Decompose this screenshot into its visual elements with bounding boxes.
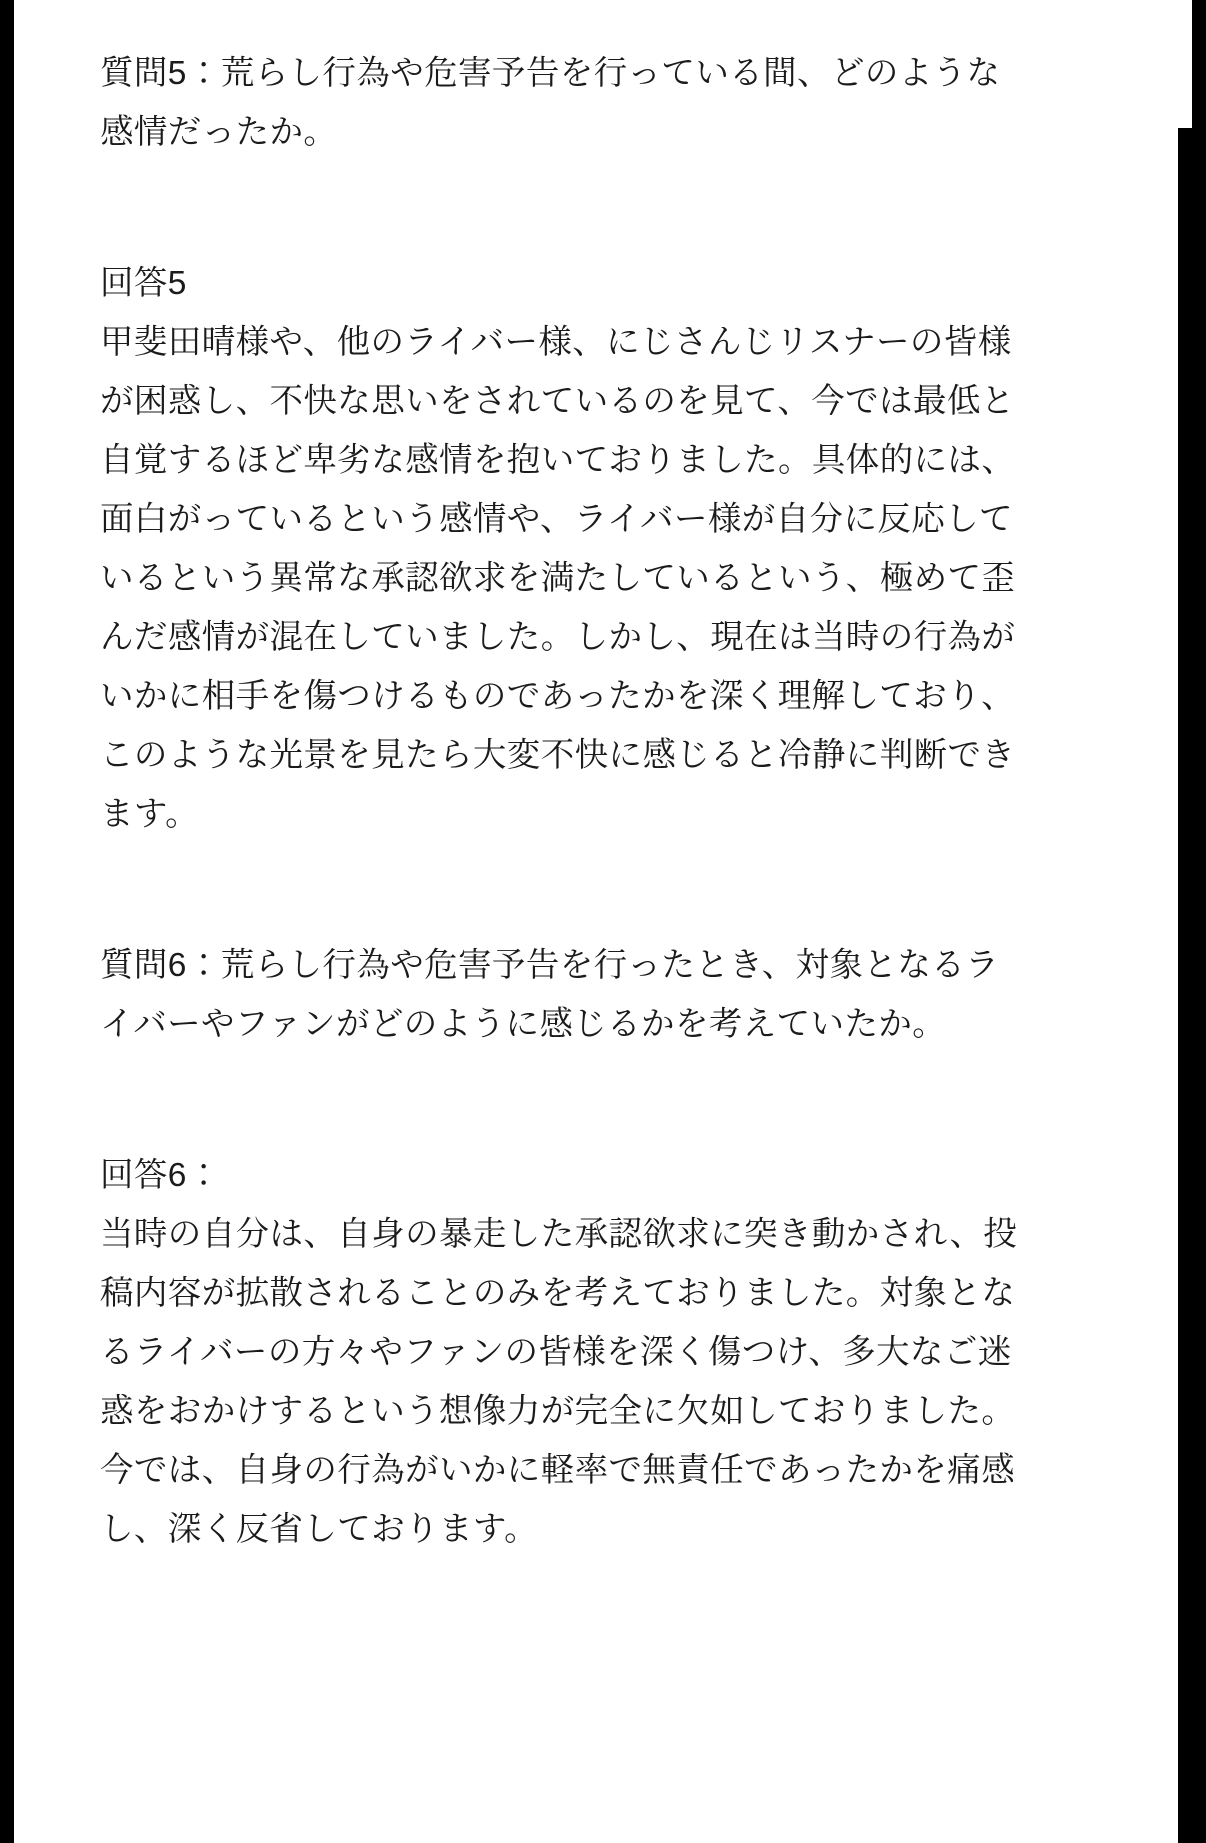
spacer [100, 162, 1020, 254]
document-content [100, 0, 1020, 1559]
page-right-frame [1178, 128, 1192, 1843]
answer-6-body: 当時の自分は、自身の暴走した承認欲求に突き動かされ、投稿内容が拡散されることのみを考えておりました。対象となるライバーの方々やファンの皆様を深く傷つけ、多大なご迷惑をおかけするという想像力が完全に欠如しておりました。今では、自身の行為がいかに軽率で無責任であったかを痛感し、深く反省しております。 [100, 1216, 1018, 1548]
answer-6-label: 回答6： [100, 1157, 221, 1194]
spacer [100, 844, 1020, 936]
question-5-text: 質問5：荒らし行為や危害予告を行っている間、どのような感情だったか。 [100, 55, 1001, 151]
answer-5-label: 回答5 [100, 265, 187, 302]
question-6-text: 質問6：荒らし行為や危害予告を行ったとき、対象となるライバーやファンがどのように感じるかを考えていたか。 [100, 947, 1000, 1043]
spacer [100, 1054, 1020, 1146]
document-page [14, 0, 1192, 1843]
answer-5-body: 甲斐田晴様や、他のライバー様、にじさんじリスナーの皆様が困惑し、不快な思いをされているのを見て、今では最低と自覚するほど卑劣な感情を抱いておりました。具体的には、面白がっているという感情や、ライバー様が自分に反応しているという異常な承認欲求を満たしているという、極めて歪んだ感情が混在していました。しかし、現在は当時の行為がいかに相手を傷つけるものであったかを深く理解しており、このような光景を見たら大変不快に感じると冷静に判断できます。 [100, 324, 1016, 833]
